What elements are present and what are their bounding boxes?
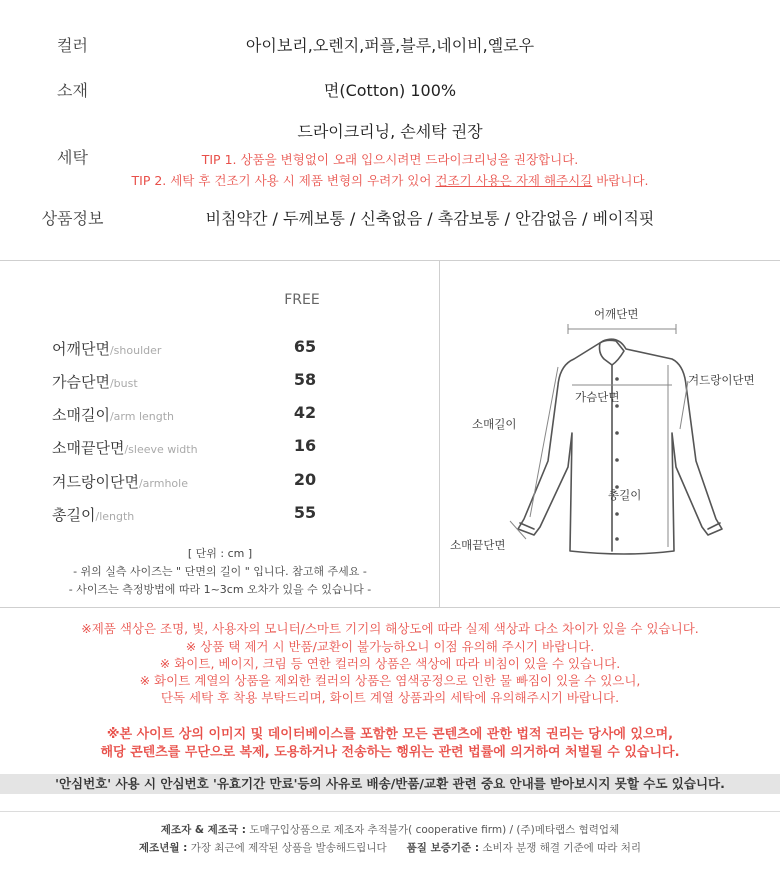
diagram-length-label: 총길이 xyxy=(608,488,642,502)
diagram-sleeve-label: 소매끝단면 xyxy=(450,538,506,552)
row-ko: 총길이 xyxy=(52,506,96,524)
footer-maker xyxy=(0,822,780,837)
notice-line-5: 단독 세탁 후 착용 부탁드리며, 화이트 계열 상품과의 세탁에 유의해주시기 바랍니다. xyxy=(160,690,620,705)
divider-bottom xyxy=(0,811,780,812)
size-header: FREE xyxy=(284,292,320,308)
product-value: 비침약간 / 두께보통 / 신축없음 / 촉감보통 / 안감없음 / 베이직핏 xyxy=(205,209,655,228)
row-en: /sleeve width xyxy=(124,443,198,456)
safe-number-banner xyxy=(0,774,780,794)
row-ko: 소매길이 xyxy=(52,406,110,424)
notice-line-1: ※제품 색상은 조명, 빛, 사용자의 모니터/스마트 기기의 해상도에 따라 실제 색상과 다소 차이가 있을 수 있습니다. xyxy=(81,621,699,636)
shirt-diagram xyxy=(440,261,780,607)
footer-maker-label: 제조자 & 제조국 : xyxy=(160,824,246,836)
size-row-length-label xyxy=(52,504,134,525)
notice-line-2: ※ 상품 택 제거 시 반품/교환이 불가능하오니 이점 유의해 주시기 바랍니다. xyxy=(185,639,595,654)
footer-warranty-label: 품질 보증기준 : xyxy=(406,842,480,854)
row-ko: 어깨단면 xyxy=(52,340,110,358)
wash-label: 세탁 xyxy=(57,148,88,167)
size-note-2: - 사이즈는 측정방법에 따라 1~3cm 오차가 있을 수 있습니다 - xyxy=(68,583,372,596)
wash-value: 드라이크리닝, 손세탁 권장 xyxy=(297,122,483,141)
diagram-shoulder-label: 어깨단면 xyxy=(594,307,639,321)
size-row-arm-label xyxy=(52,404,174,425)
wash-tip-1: TIP 1. 상품을 변형없이 오래 입으시려면 드라이크리닝을 권장합니다. xyxy=(201,152,579,167)
size-row-armhole-value: 20 xyxy=(293,470,317,489)
footer-date-label: 제조년월 : xyxy=(138,842,188,854)
diagram-bust-label: 가슴단면 xyxy=(575,390,620,404)
size-row-shoulder-value: 65 xyxy=(293,337,317,356)
notice-line-4: ※ 화이트 계열의 상품을 제외한 컬러의 상품은 염색공정으로 인한 물 빠짐이 있을 수 있으니, xyxy=(139,673,641,688)
size-row-bust-label xyxy=(52,371,138,392)
row-en: /armhole xyxy=(138,477,188,490)
material-value: 면(Cotton) 100% xyxy=(323,81,457,100)
color-value: 아이보리,오렌지,퍼플,블루,네이비,옐로우 xyxy=(245,36,535,55)
legal-line-1: ※본 사이트 상의 이미지 및 데이터베이스를 포함한 모든 콘텐츠에 관한 법적 권리는 당사에 있으며, xyxy=(106,727,674,742)
size-row-shoulder-label xyxy=(52,338,161,359)
row-ko: 겨드랑이단면 xyxy=(52,473,139,491)
size-row-bust-value: 58 xyxy=(293,370,317,389)
material-label: 소재 xyxy=(57,81,88,100)
diagram-arm-label: 소매길이 xyxy=(472,417,517,431)
size-unit: [ 단위 : cm ] xyxy=(187,547,253,560)
row-ko: 가슴단면 xyxy=(52,373,110,391)
divider-middle xyxy=(0,607,780,608)
legal-line-2: 해당 콘텐츠를 무단으로 복제, 도용하거나 전송하는 행위는 관련 법률에 의거하여 처벌될 수 있습니다. xyxy=(100,745,680,760)
row-en: /shoulder xyxy=(109,344,162,357)
row-en: /arm length xyxy=(109,410,175,423)
size-row-arm-value: 42 xyxy=(293,403,317,422)
footer-warranty-value: 소비자 분쟁 해결 기준에 따라 처리 xyxy=(482,842,642,854)
row-en: /length xyxy=(95,510,135,523)
wash-tip-2-underlined: 건조기 사용은 자제 해주시길 xyxy=(435,173,593,188)
footer-date-value: 가장 최근에 제작된 상품을 발송해드립니다 xyxy=(190,842,387,854)
size-note-1: - 위의 실측 사이즈는 " 단면의 길이 " 입니다. 참고해 주세요 - xyxy=(73,565,367,578)
wash-tip-2-text: TIP 2. 세탁 후 건조기 사용 시 제품 변형의 우려가 있어 xyxy=(131,173,436,188)
footer-date-warranty xyxy=(0,840,780,855)
notice-line-3: ※ 화이트, 베이지, 크림 등 연한 컬러의 상품은 색상에 따라 비침이 있을 수 있습니다. xyxy=(159,656,621,671)
wash-tip-2 xyxy=(0,171,780,189)
row-en: /bust xyxy=(109,377,138,390)
row-ko: 소매끝단면 xyxy=(52,439,125,457)
size-row-length-value: 55 xyxy=(293,503,317,522)
diagram-armhole-label: 겨드랑이단면 xyxy=(688,373,755,387)
size-row-sleeve-value: 16 xyxy=(293,436,317,455)
size-row-sleeve-label xyxy=(52,437,198,458)
safe-number-text: '안심번호' 사용 시 안심번호 '유효기간 만료'등의 사유로 배송/반품/교환 관련 중요 안내를 받아보시지 못할 수도 있습니다. xyxy=(55,776,725,791)
footer-maker-value: 도매구입상품으로 제조자 추적불가( cooperative firm) / (주)메타랩스 협력업체 xyxy=(249,824,620,836)
color-label: 컬러 xyxy=(57,36,88,55)
size-row-armhole-label xyxy=(52,471,188,492)
wash-tip-2-end: 바랍니다. xyxy=(592,173,649,188)
product-label: 상품정보 xyxy=(41,209,104,228)
